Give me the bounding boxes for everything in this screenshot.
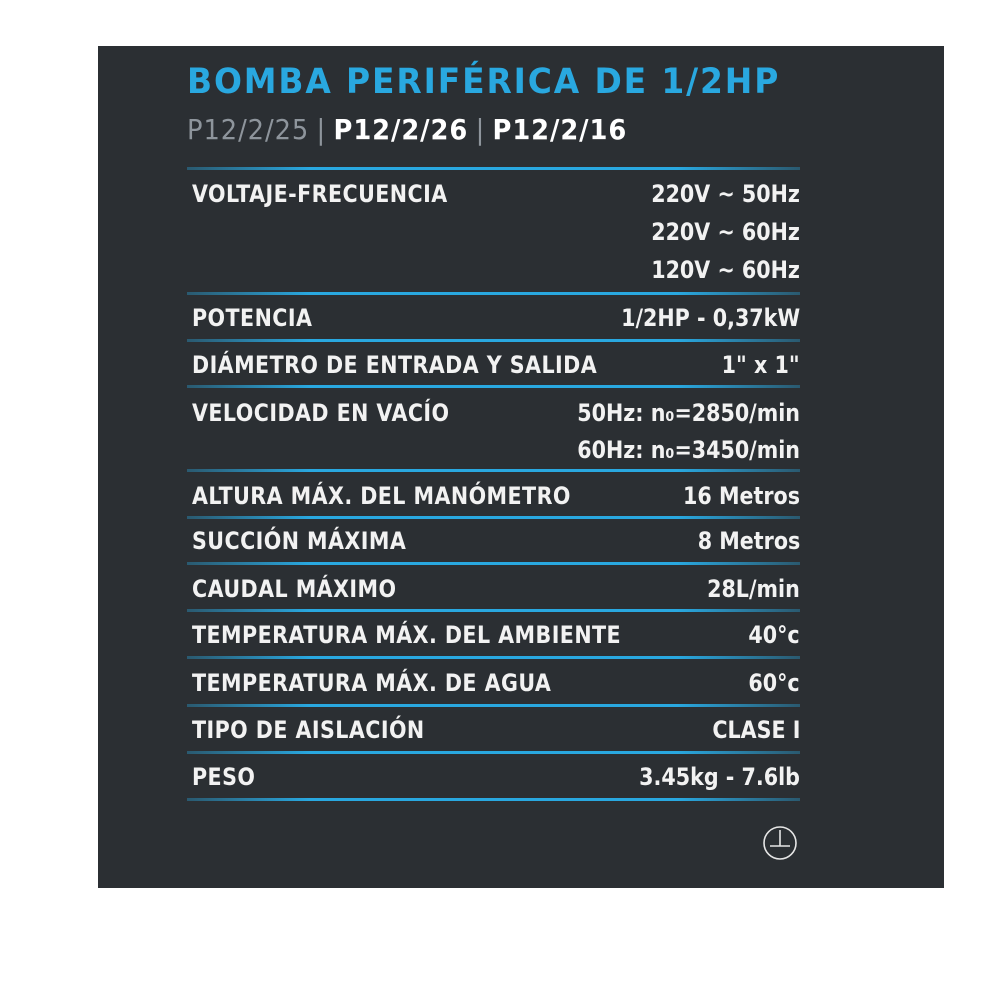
spec-label: POTENCIA (192, 304, 313, 332)
row-divider (187, 469, 800, 472)
model-list (187, 113, 627, 146)
row-divider (187, 292, 800, 295)
spec-label: DIÁMETRO DE ENTRADA Y SALIDA (192, 351, 598, 379)
spec-value: 28L/min (707, 575, 800, 603)
page-title: BOMBA PERIFÉRICA DE 1/2HP (187, 62, 781, 102)
spec-label: SUCCIÓN MÁXIMA (192, 527, 407, 555)
spec-value: 120V ~ 60Hz (651, 256, 800, 284)
spec-panel (98, 46, 944, 888)
row-divider (187, 562, 800, 565)
model-separator: | (316, 113, 327, 146)
spec-label: TEMPERATURA MÁX. DEL AMBIENTE (192, 621, 622, 649)
spec-label: PESO (192, 763, 256, 791)
row-divider (187, 516, 800, 519)
spec-label: CAUDAL MÁXIMO (192, 575, 397, 603)
spec-label: VOLTAJE-FRECUENCIA (192, 180, 448, 208)
spec-value: 60°c (748, 669, 800, 697)
spec-value: 8 Metros (697, 527, 800, 555)
model-code: P12/2/16 (492, 113, 628, 146)
spec-value: 16 Metros (683, 482, 800, 510)
spec-value: 60Hz: n₀=3450/min (577, 436, 800, 464)
spec-label: ALTURA MÁX. DEL MANÓMETRO (192, 482, 571, 510)
row-divider (187, 609, 800, 612)
spec-value: 3.45kg - 7.6lb (639, 763, 800, 791)
row-divider (187, 704, 800, 707)
spec-value: CLASE I (711, 716, 800, 744)
row-divider (187, 751, 800, 754)
spec-value: 40°c (748, 621, 800, 649)
model-code: P12/2/26 (333, 113, 469, 146)
model-code: P12/2/25 (187, 113, 310, 146)
ground-symbol-icon (762, 825, 798, 861)
model-separator: | (475, 113, 486, 146)
row-divider (187, 656, 800, 659)
row-divider (187, 167, 800, 170)
spec-value: 50Hz: n₀=2850/min (577, 399, 800, 427)
spec-label: TIPO DE AISLACIÓN (192, 716, 425, 744)
spec-label: TEMPERATURA MÁX. DE AGUA (192, 669, 552, 697)
row-divider (187, 339, 800, 342)
spec-value: 220V ~ 50Hz (651, 180, 800, 208)
spec-value: 1" x 1" (722, 351, 800, 379)
spec-label: VELOCIDAD EN VACÍO (192, 399, 450, 427)
spec-value: 1/2HP - 0,37kW (620, 304, 800, 332)
row-divider (187, 385, 800, 388)
row-divider (187, 798, 800, 801)
spec-value: 220V ~ 60Hz (651, 218, 800, 246)
